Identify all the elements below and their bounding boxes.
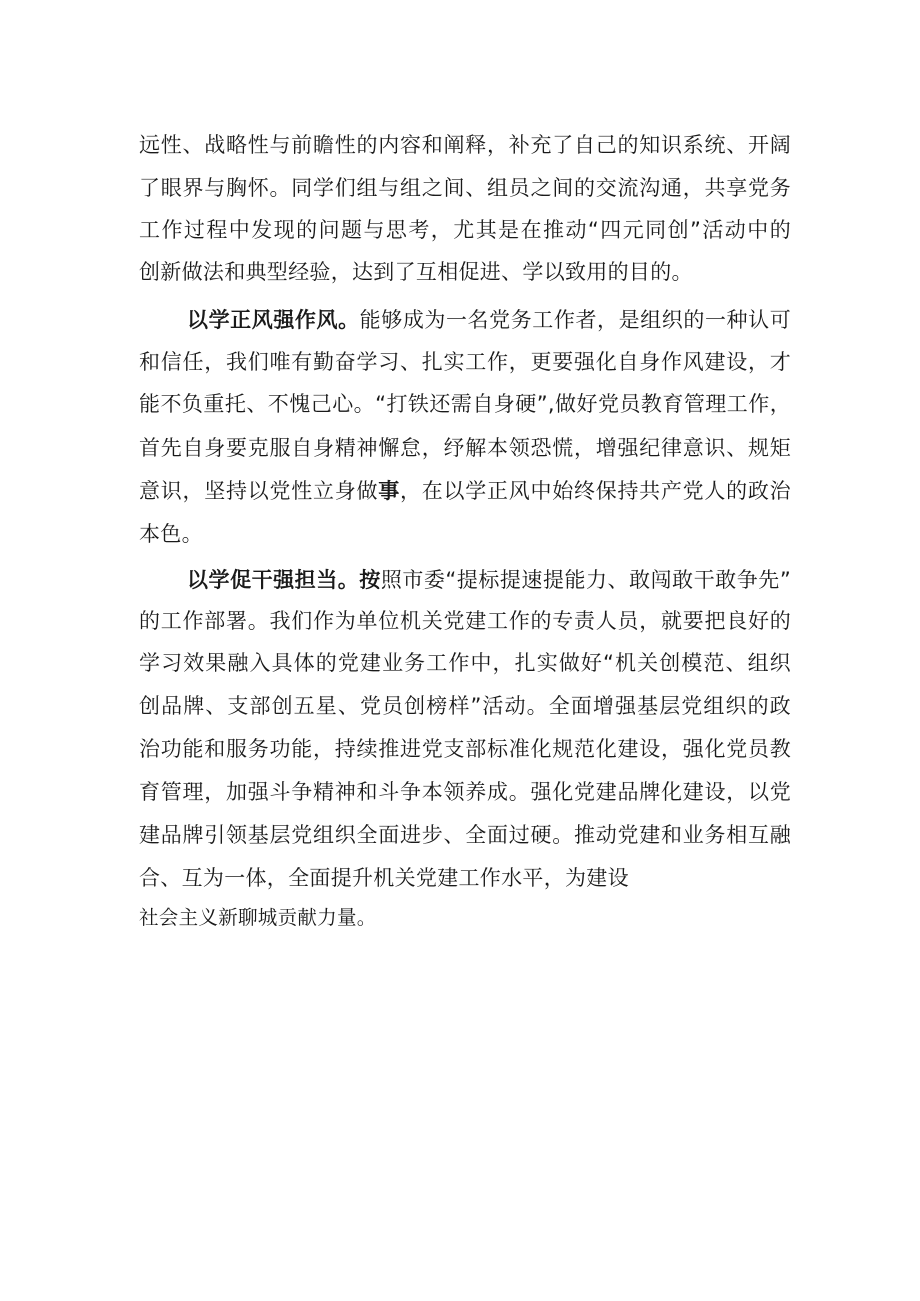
paragraph-2-line-1 (187, 306, 791, 334)
paragraph-3-line-3: 学习效果融入具体的党建业务工作中，扎实做好“机关创模范、组织 (139, 651, 791, 675)
paragraph-2-line-5 (139, 477, 791, 505)
paragraph-2-last-line: 本色。 (139, 522, 203, 546)
paragraph-3-line-8: 合、互为一体，全面提升机关党建工作水平，为建设 (139, 866, 629, 890)
paragraph-2-first-line-text: 能够成为一名党务工作者，是组织的一种认可 (359, 308, 791, 332)
paragraph-2-line-2: 和信任，我们唯有勤奋学习、扎实工作，更要强化自身作风建设，才 (139, 350, 791, 374)
paragraph-3-line-4: 创品牌、支部创五星、党员创榜样”活动。全面增强基层党组织的政 (139, 694, 791, 718)
paragraph-1-line-3: 工作过程中发现的问题与思考，尤其是在推动“四元同创”活动中的 (139, 218, 791, 242)
paragraph-2-line-5-after: ，在以学正风中始终保持共产党人的政治 (399, 479, 791, 503)
paragraph-2-line-4: 首先自身要克服自身精神懈怠，纾解本领恐慌，增强纪律意识、规矩 (139, 436, 791, 460)
paragraph-2-heading: 以学正风强作风。 (187, 308, 360, 332)
paragraph-1-line-2: 了眼界与胸怀。同学们组与组之间、组员之间的交流沟通，共享党务 (139, 176, 791, 200)
paragraph-3-line-6: 育管理，加强斗争精神和斗争本领养成。强化党建品牌化建设，以党 (139, 780, 791, 804)
paragraph-3-first-line-text: 照市委“提标提速提能力、敢闯敢干敢争先” (380, 568, 792, 592)
paragraph-2-line-3: 能不负重托、不愧己心。“打铁还需自身硬”,做好党员教育管理工作， (139, 392, 791, 416)
paragraph-3-line-1 (187, 566, 791, 594)
paragraph-2-line-5-bold: 事 (378, 479, 400, 503)
paragraph-2-line-5-before: 意识，坚持以党性立身做 (139, 479, 379, 503)
paragraph-3-last-line: 社会主义新聊城贡献力量。 (139, 906, 377, 929)
paragraph-3-line-5: 治功能和服务功能，持续推进党支部标准化规范化建设，强化党员教 (139, 737, 791, 761)
paragraph-1-line-1: 远性、战略性与前瞻性的内容和阐释，补充了自己的知识系统、开阔 (139, 133, 791, 157)
paragraph-3-heading: 以学促干强担当。按 (187, 568, 381, 592)
paragraph-3-line-2: 的工作部署。我们作为单位机关党建工作的专责人员，就要把良好的 (139, 609, 791, 633)
paragraph-1-line-4: 创新做法和典型经验，达到了互相促进、学以致用的目的。 (139, 260, 693, 284)
paragraph-3-line-7: 建品牌引领基层党组织全面进步、全面过硬。推动党建和业务相互融 (139, 823, 791, 847)
